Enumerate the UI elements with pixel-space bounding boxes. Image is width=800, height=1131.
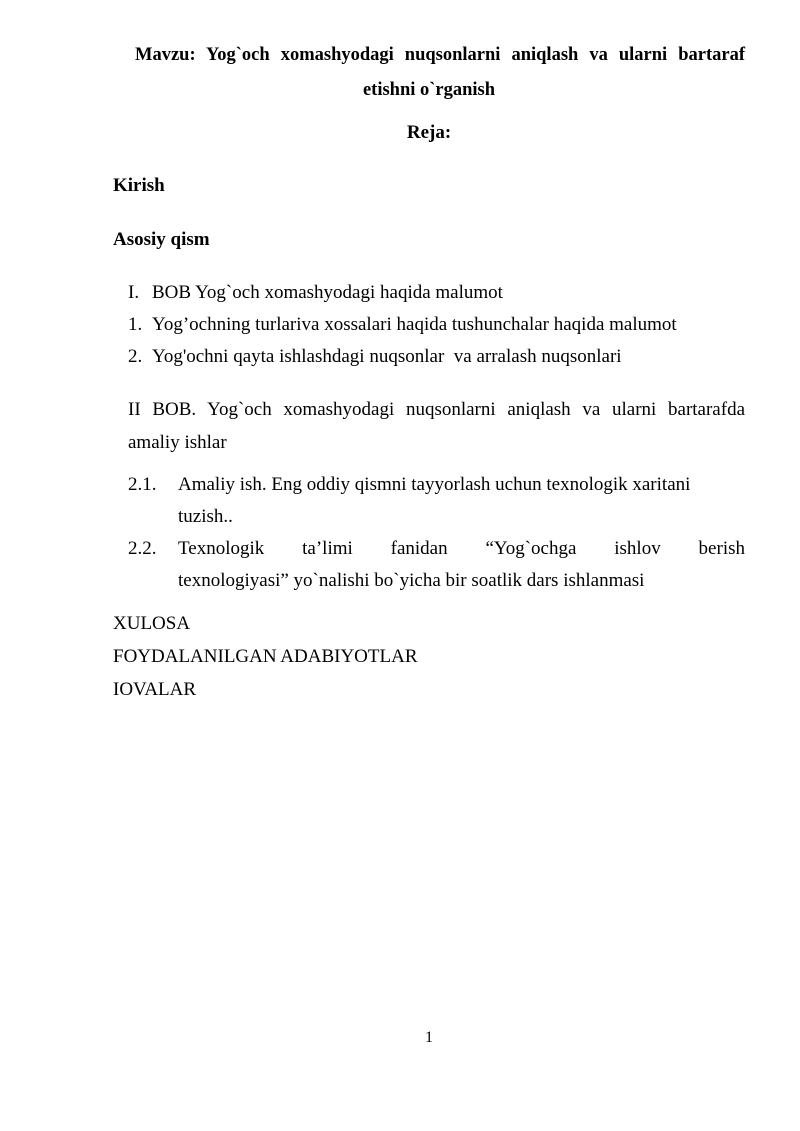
list-item-text: Yog'ochni qayta ishlashdagi nuqsonlar va arralash nuqsonlari [152,346,622,367]
closing-sections [113,607,745,706]
list-item [113,533,745,597]
list-item [113,469,745,533]
section-heading-kirish: Kirish [113,175,165,196]
section-heading-asosiy-qism: Asosiy qism [113,229,210,250]
list-item-marker: 2. [128,346,143,367]
list-item-text [178,533,745,597]
list-item-marker: I. [128,282,140,303]
list-item-text: Amaliy ish. Eng oddiy qismni tayyorlash uchun texnologik xaritani tuzish.. [178,474,696,527]
chapter1-outline-list [113,277,745,373]
list-item-marker: 1. [128,314,143,335]
list-item-text-line1: Texnologik ta’limi fanidan “Yog`ochga ishlov berish [178,538,745,559]
closing-item-xulosa: XULOSA [113,613,191,634]
closing-item-adabiyotlar: FOYDALANILGAN ADABIYOTLAR [113,646,418,667]
document-title: Mavzu: Yog`och xomashyodagi nuqsonlarni aniqlash va ularni bartaraf etishni o`rganish [135,45,745,100]
plan-heading: Reja: [406,122,452,143]
list-item [113,341,745,373]
chapter2-outline-list [113,469,745,597]
closing-item-ilovalar: IOVALAR [113,679,197,700]
page-number: 1 [425,1029,433,1046]
list-item-marker: 2.1. [128,474,157,495]
list-item-text: BOB Yog`och xomashyodagi haqida malumot [152,282,503,303]
list-item-marker: 2.2. [128,538,157,559]
chapter2-heading-paragraph: II BOB. Yog`och xomashyodagi nuqsonlarni aniqlash va ularni bartarafda amaliy ishlar [128,399,745,453]
list-item [113,309,745,341]
list-item [113,277,745,309]
list-item-text: Yog’ochning turlariva xossalari haqida tushunchalar haqida malumot [152,314,677,335]
page-content [0,38,800,706]
list-item-text-line2: texnologiyasi” yo`nalishi bo`yicha bir soatlik dars ishlanmasi [178,570,645,591]
